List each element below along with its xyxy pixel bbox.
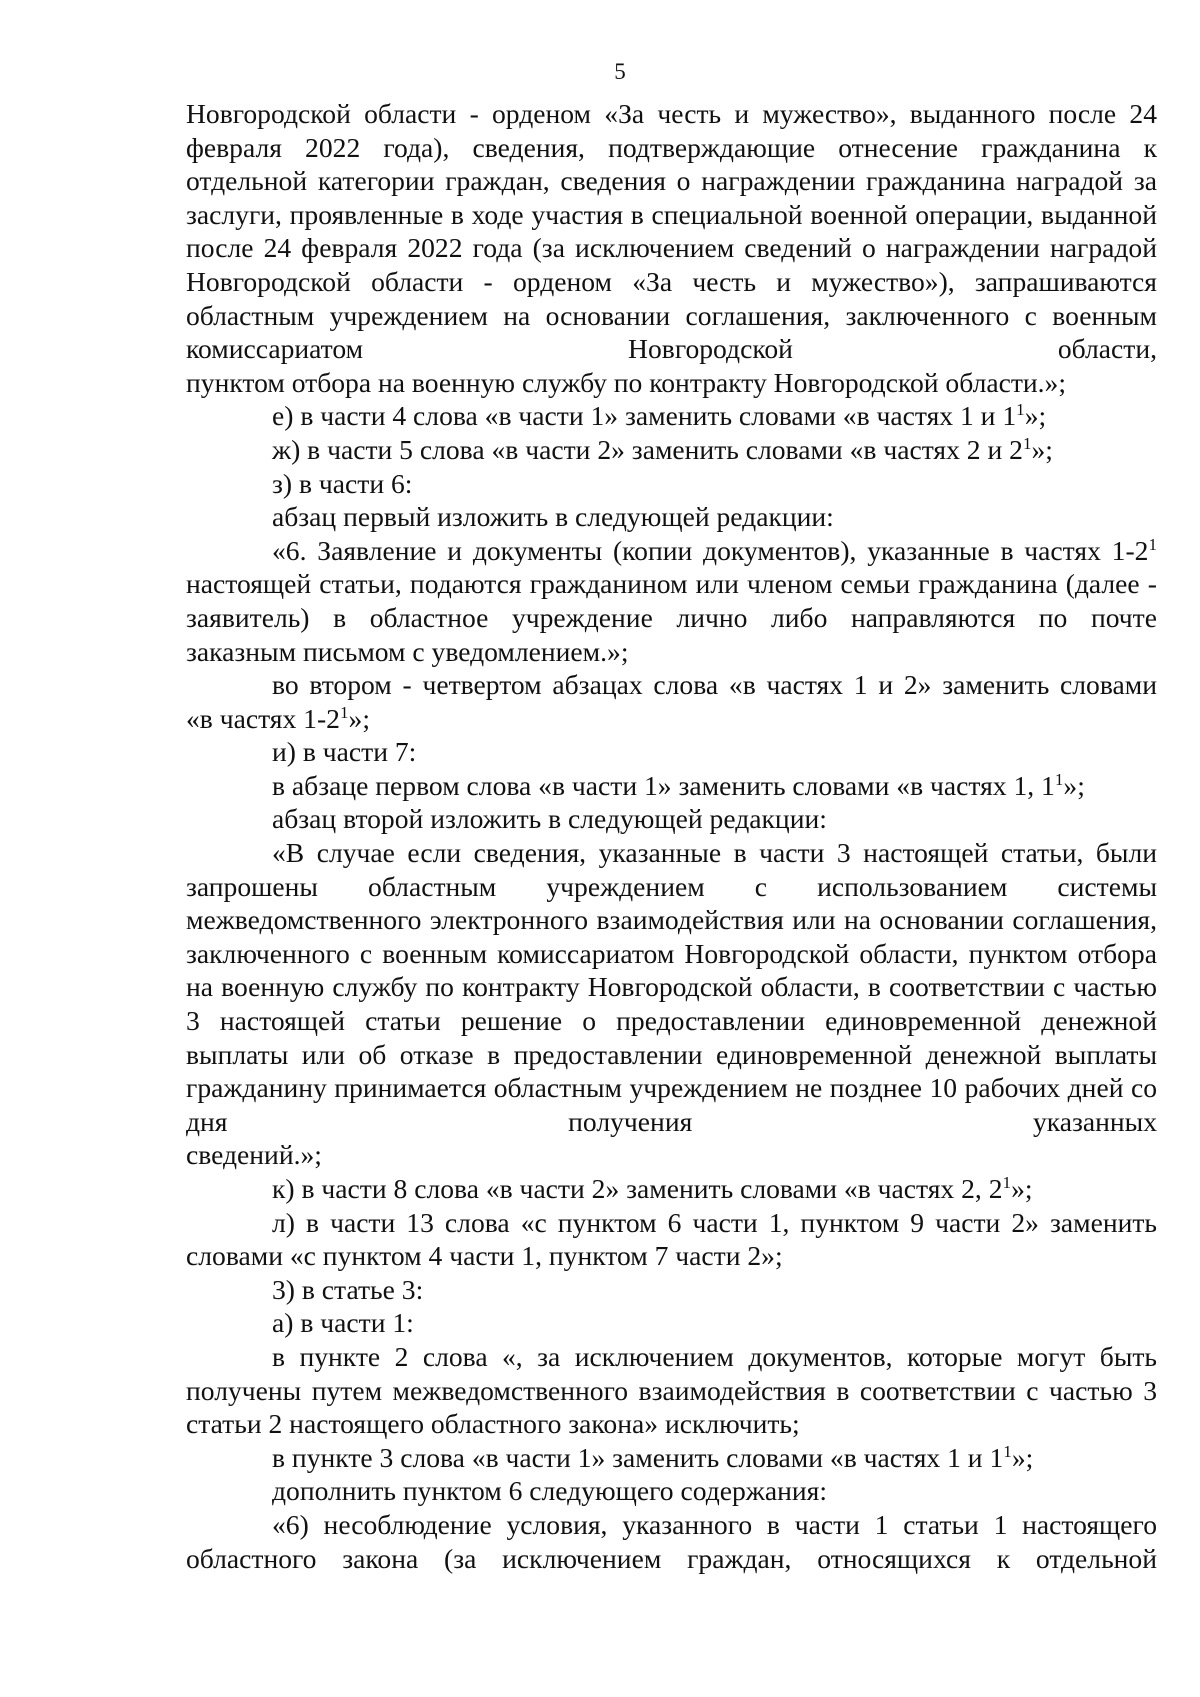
- text-line: и) в части 7:: [272, 736, 417, 768]
- text-line: во втором - четвертом абзацах слова «в частях 1 и 2» заменить словами: [272, 669, 1157, 701]
- paragraph: [186, 500, 1157, 534]
- paragraph-last-line: [186, 702, 1157, 736]
- text-line: е) в части 4 слова «в части 1» заменить словами «в частях 1 и 1: [272, 400, 1017, 432]
- text-line: пунктом отбора на военную службу по контракту Новгородской области, в: [186, 937, 1157, 1003]
- paragraph: [186, 534, 1157, 635]
- superscript: 1: [1016, 400, 1025, 420]
- text-line: соглашения, заключенного с военным комиссариатом Новгородской области,: [186, 299, 1157, 365]
- text-line: соглашения, заключенного с военным комиссариатом Новгородской области,: [186, 904, 1157, 969]
- paragraph: [186, 97, 1157, 366]
- text-line: «в частях 1-2: [186, 702, 340, 734]
- paragraph: [186, 769, 1157, 803]
- text-line: единовременной денежной выплаты гражданину принимается областным: [186, 1038, 1157, 1104]
- document-body: [186, 97, 1157, 1575]
- paragraph: [186, 1306, 1157, 1340]
- text-line: ж) в части 5 слова «в части 2» заменить словами «в частях 2 и 2: [272, 433, 1023, 465]
- text-line: получены путем межведомственного взаимодействия в соответствии с частью 3: [186, 1374, 1157, 1406]
- paragraph: [186, 668, 1157, 702]
- paragraph: [186, 1172, 1157, 1206]
- text-line: отдельной категории граждан, сведения о награждении гражданина наградой за: [186, 165, 1157, 197]
- paragraph: [186, 1340, 1157, 1407]
- text-line: Новгородской области - орденом «За честь и мужество», выданного после: [186, 98, 1117, 129]
- text-tail: »;: [1011, 1173, 1033, 1204]
- text-line: 3) в статье 3:: [272, 1273, 424, 1305]
- paragraph-last-line: [186, 1407, 1157, 1441]
- text-line: статьи 2 настоящего областного закона» исключить;: [186, 1408, 800, 1440]
- text-line: настоящей статьи, подаются гражданином или членом семьи гражданина (далее -: [186, 568, 1157, 600]
- superscript: 1: [1003, 1441, 1012, 1461]
- text-line: 24 февраля 2022 года), сведения, подтверждающие отнесение гражданина к: [186, 98, 1157, 163]
- text-line: выданной после 24 февраля 2022 года (за исключением сведений о: [186, 198, 1157, 264]
- superscript: 1: [1148, 534, 1157, 554]
- paragraph: [186, 399, 1157, 433]
- text-line: «6. Заявление и документы (копии документов), указанные в частях 1-2: [272, 534, 1149, 566]
- text-line: абзац первый изложить в следующей редакции:: [272, 501, 834, 533]
- text-line: соответствии с частью 3 настоящей статьи решение о предоставлении: [186, 971, 1158, 1037]
- page-number: 5: [614, 59, 626, 84]
- paragraph: [186, 467, 1157, 501]
- text-tail: »;: [1024, 400, 1047, 432]
- text-tail: »;: [1031, 433, 1053, 465]
- text-line: заслуги, проявленные в ходе участия в специальной военной операции,: [186, 198, 1034, 230]
- superscript: 1: [1054, 769, 1064, 789]
- text-tail: »;: [1011, 1441, 1034, 1473]
- text-tail: »;: [348, 702, 370, 734]
- text-line: абзац второй изложить в следующей редакции:: [272, 803, 827, 835]
- text-line: заявитель) в областное учреждение лично либо направляются по почте: [186, 601, 1157, 633]
- text-line: пунктом отбора на военную службу по контракту Новгородской области.»;: [186, 366, 1067, 398]
- paragraph-last-line: [186, 1138, 1157, 1172]
- paragraph: [186, 1474, 1157, 1508]
- text-line: в абзаце первом слова «в части 1» заменить словами «в частях 1, 1: [272, 769, 1055, 801]
- text-line: «В случае если сведения, указанные в части 3 настоящей статьи, были: [272, 837, 1157, 869]
- superscript: 1: [1022, 433, 1032, 453]
- paragraph: [186, 1273, 1157, 1307]
- text-line: в пункте 2 слова «, за исключением документов, которые могут быть: [272, 1340, 1157, 1372]
- superscript: 1: [1002, 1172, 1012, 1192]
- paragraph: [186, 1441, 1157, 1475]
- text-tail: »;: [1063, 769, 1085, 801]
- paragraph: [186, 836, 1157, 1138]
- paragraph: [186, 1508, 1157, 1575]
- text-line: л) в части 13 слова «с пунктом 6 части 1, пунктом 9 части 2» заменить: [272, 1206, 1157, 1238]
- text-line: мужество»), запрашиваются областным учреждением на основании: [186, 265, 1157, 331]
- text-line: заказным письмом с уведомлением.»;: [186, 635, 629, 667]
- text-line: единовременной денежной выплаты или об отказе в предоставлении: [186, 1005, 1157, 1070]
- paragraph: [186, 1206, 1157, 1240]
- paragraph-last-line: [186, 366, 1157, 400]
- text-line: к) в части 8 слова «в части 2» заменить словами «в частях 2, 2: [272, 1173, 1003, 1204]
- superscript: 1: [339, 702, 349, 722]
- text-line: межведомственного электронного взаимодействия или на основании: [186, 904, 1004, 936]
- text-line: в пункте 3 слова «в части 1» заменить словами «в частях 1 и 1: [272, 1441, 1004, 1473]
- text-line: «6) несоблюдение условия, указанного в части 1 статьи 1 настоящего: [272, 1508, 1157, 1540]
- text-line: награждении наградой Новгородской области - орденом «За честь и: [186, 232, 1157, 297]
- text-line: областного закона (за исключением граждан, относящихся к отдельной: [186, 1542, 1157, 1574]
- text-line: сведений.»;: [186, 1139, 322, 1171]
- text-line: а) в части 1:: [272, 1307, 414, 1339]
- text-line: дополнить пунктом 6 следующего содержания:: [272, 1475, 827, 1507]
- paragraph-last-line: [186, 1239, 1157, 1273]
- paragraph-last-line: [186, 635, 1157, 669]
- paragraph: [186, 802, 1157, 836]
- paragraph: [186, 433, 1157, 467]
- text-line: запрошены областным учреждением с использованием системы: [186, 870, 1157, 902]
- text-line: словами «с пунктом 4 части 1, пунктом 7 части 2»;: [186, 1240, 783, 1272]
- text-line: учреждением не позднее 10 рабочих дней со дня получения указанных: [186, 1072, 1157, 1137]
- text-line: з) в части 6:: [272, 467, 413, 499]
- paragraph: [186, 735, 1157, 769]
